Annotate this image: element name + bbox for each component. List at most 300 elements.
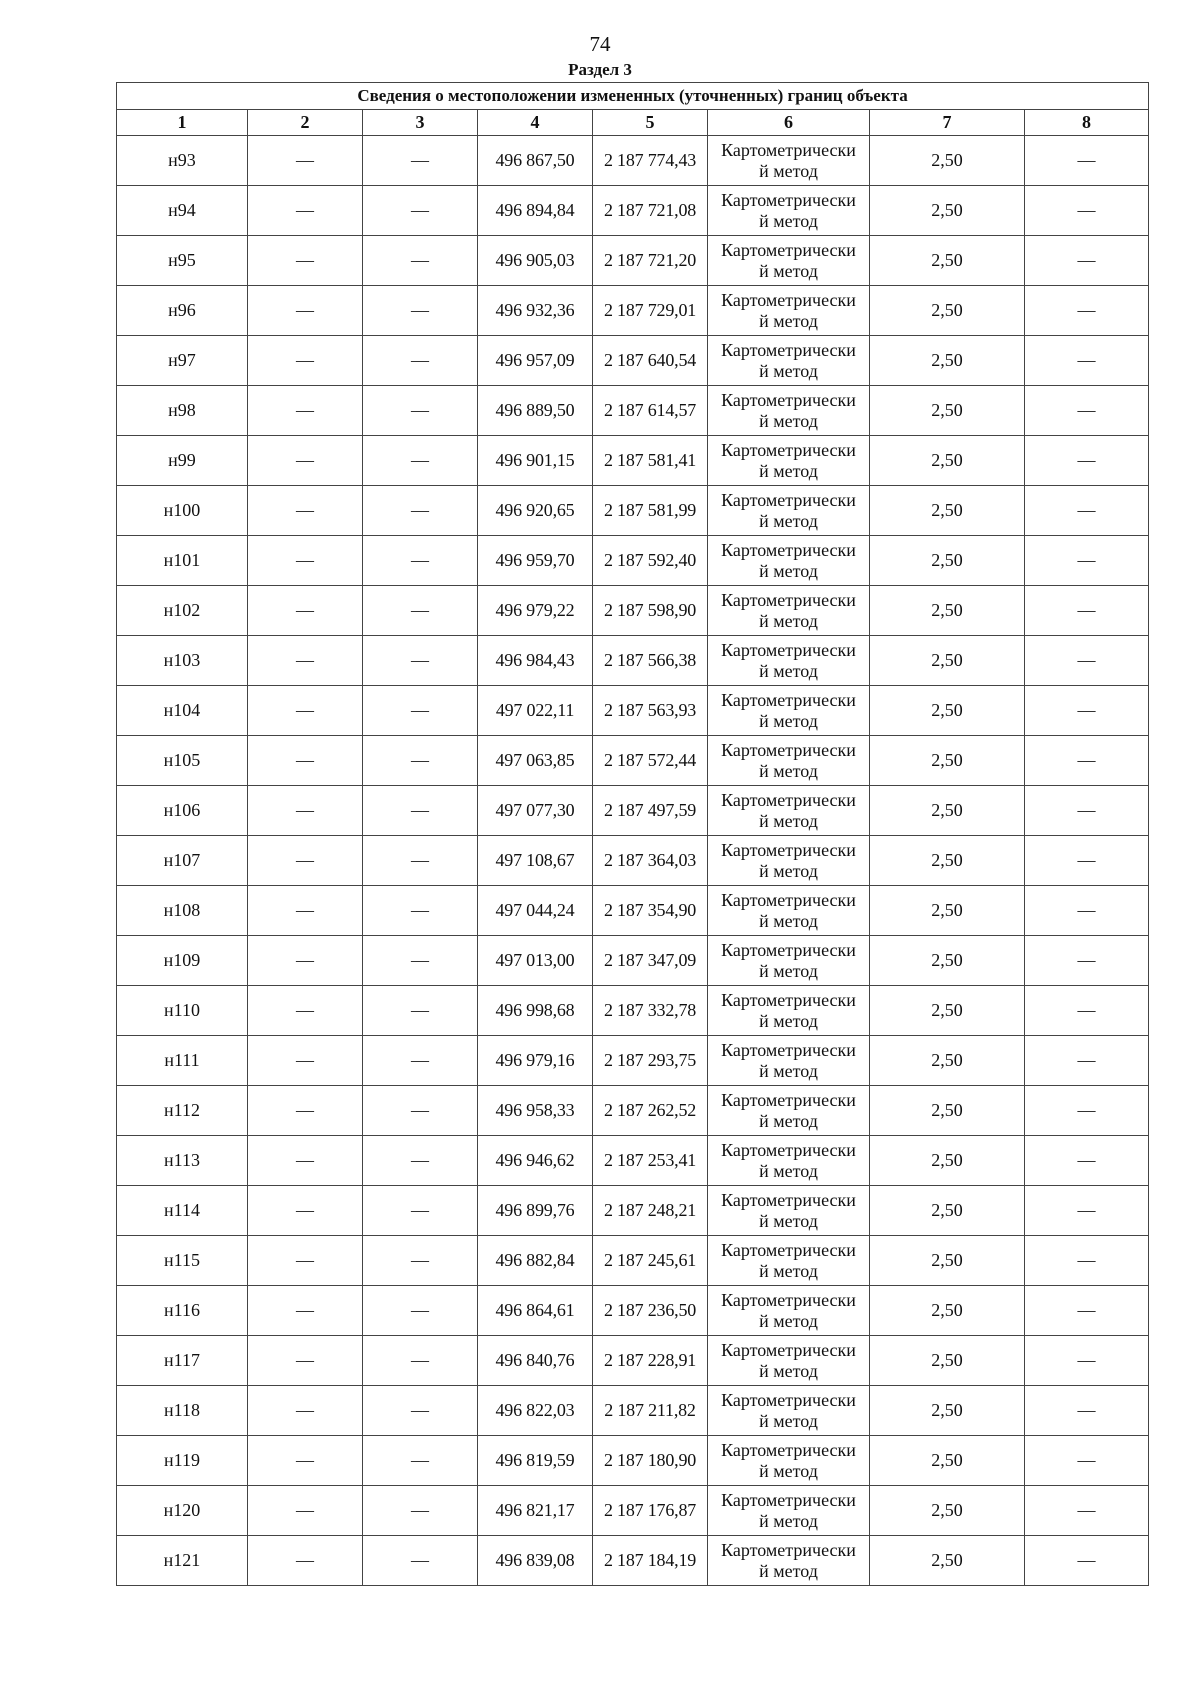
table-row xyxy=(117,1486,1149,1536)
column-header: 8 xyxy=(1025,110,1149,136)
dash-cell: — xyxy=(363,936,478,986)
dash-cell: — xyxy=(1025,736,1149,786)
x-coordinate-cell: 496 957,09 xyxy=(478,336,593,386)
dash-cell: — xyxy=(363,1186,478,1236)
method-line-1: Картометрически xyxy=(721,389,856,410)
method-line-1: Картометрически xyxy=(721,789,856,810)
dash-cell: — xyxy=(363,186,478,236)
dash-cell: — xyxy=(1025,1236,1149,1286)
y-coordinate-cell: 2 187 364,03 xyxy=(593,836,708,886)
x-coordinate-cell: 496 998,68 xyxy=(478,986,593,1036)
method-line-2: й метод xyxy=(759,1410,818,1431)
accuracy-cell: 2,50 xyxy=(870,286,1025,336)
table-row xyxy=(117,986,1149,1036)
dash-cell: — xyxy=(363,836,478,886)
dash-cell: — xyxy=(363,1286,478,1336)
dash-cell: — xyxy=(1025,586,1149,636)
method-cell xyxy=(708,686,870,736)
x-coordinate-cell: 496 864,61 xyxy=(478,1286,593,1336)
y-coordinate-cell: 2 187 581,41 xyxy=(593,436,708,486)
table-row xyxy=(117,1336,1149,1386)
dash-cell: — xyxy=(1025,1486,1149,1536)
method-cell xyxy=(708,1436,870,1486)
dash-cell: — xyxy=(363,286,478,336)
accuracy-cell: 2,50 xyxy=(870,136,1025,186)
method-line-1: Картометрически xyxy=(721,1239,856,1260)
table-row xyxy=(117,936,1149,986)
method-line-2: й метод xyxy=(759,610,818,631)
method-line-1: Картометрически xyxy=(721,539,856,560)
accuracy-cell: 2,50 xyxy=(870,336,1025,386)
dash-cell: — xyxy=(363,1386,478,1436)
table-row xyxy=(117,886,1149,936)
dash-cell: — xyxy=(1025,1186,1149,1236)
dash-cell: — xyxy=(248,636,363,686)
y-coordinate-cell: 2 187 262,52 xyxy=(593,1086,708,1136)
y-coordinate-cell: 2 187 566,38 xyxy=(593,636,708,686)
y-coordinate-cell: 2 187 176,87 xyxy=(593,1486,708,1536)
column-header: 2 xyxy=(248,110,363,136)
method-line-1: Картометрически xyxy=(721,1339,856,1360)
column-header: 7 xyxy=(870,110,1025,136)
method-line-2: й метод xyxy=(759,1060,818,1081)
dash-cell: — xyxy=(248,1486,363,1536)
dash-cell: — xyxy=(363,436,478,486)
method-line-1: Картометрически xyxy=(721,1489,856,1510)
dash-cell: — xyxy=(248,786,363,836)
accuracy-cell: 2,50 xyxy=(870,1486,1025,1536)
dash-cell: — xyxy=(1025,1336,1149,1386)
dash-cell: — xyxy=(363,536,478,586)
point-cell: н114 xyxy=(117,1186,248,1236)
dash-cell: — xyxy=(248,136,363,186)
point-cell: н113 xyxy=(117,1136,248,1186)
method-line-1: Картометрически xyxy=(721,1139,856,1160)
y-coordinate-cell: 2 187 180,90 xyxy=(593,1436,708,1486)
dash-cell: — xyxy=(1025,236,1149,286)
dash-cell: — xyxy=(248,186,363,236)
dash-cell: — xyxy=(248,1336,363,1386)
dash-cell: — xyxy=(248,1436,363,1486)
x-coordinate-cell: 496 946,62 xyxy=(478,1136,593,1186)
method-line-2: й метод xyxy=(759,810,818,831)
accuracy-cell: 2,50 xyxy=(870,1236,1025,1286)
dash-cell: — xyxy=(363,136,478,186)
dash-cell: — xyxy=(1025,136,1149,186)
dash-cell: — xyxy=(248,936,363,986)
method-cell xyxy=(708,386,870,436)
method-cell xyxy=(708,1236,870,1286)
dash-cell: — xyxy=(363,486,478,536)
method-line-1: Картометрически xyxy=(721,939,856,960)
x-coordinate-cell: 496 899,76 xyxy=(478,1186,593,1236)
dash-cell: — xyxy=(363,236,478,286)
y-coordinate-cell: 2 187 563,93 xyxy=(593,686,708,736)
x-coordinate-cell: 497 044,24 xyxy=(478,886,593,936)
dash-cell: — xyxy=(1025,836,1149,886)
dash-cell: — xyxy=(363,1136,478,1186)
dash-cell: — xyxy=(248,1136,363,1186)
page-number: 74 xyxy=(589,32,611,56)
method-line-2: й метод xyxy=(759,260,818,281)
table-row xyxy=(117,1436,1149,1486)
table-row xyxy=(117,686,1149,736)
table-row xyxy=(117,836,1149,886)
method-line-2: й метод xyxy=(759,510,818,531)
method-cell xyxy=(708,436,870,486)
y-coordinate-cell: 2 187 640,54 xyxy=(593,336,708,386)
accuracy-cell: 2,50 xyxy=(870,1086,1025,1136)
x-coordinate-cell: 496 840,76 xyxy=(478,1336,593,1386)
dash-cell: — xyxy=(1025,536,1149,586)
y-coordinate-cell: 2 187 598,90 xyxy=(593,586,708,636)
point-cell: н100 xyxy=(117,486,248,536)
y-coordinate-cell: 2 187 332,78 xyxy=(593,986,708,1036)
y-coordinate-cell: 2 187 614,57 xyxy=(593,386,708,436)
x-coordinate-cell: 496 819,59 xyxy=(478,1436,593,1486)
point-cell: н102 xyxy=(117,586,248,636)
x-coordinate-cell: 496 839,08 xyxy=(478,1536,593,1586)
method-line-2: й метод xyxy=(759,1510,818,1531)
method-line-2: й метод xyxy=(759,1560,818,1581)
y-coordinate-cell: 2 187 721,20 xyxy=(593,236,708,286)
accuracy-cell: 2,50 xyxy=(870,536,1025,586)
dash-cell: — xyxy=(248,536,363,586)
dash-cell: — xyxy=(363,886,478,936)
dash-cell: — xyxy=(363,636,478,686)
accuracy-cell: 2,50 xyxy=(870,1436,1025,1486)
x-coordinate-cell: 496 920,65 xyxy=(478,486,593,536)
method-cell xyxy=(708,1286,870,1336)
x-coordinate-cell: 496 932,36 xyxy=(478,286,593,336)
method-cell xyxy=(708,936,870,986)
method-cell xyxy=(708,1486,870,1536)
dash-cell: — xyxy=(363,586,478,636)
method-cell xyxy=(708,336,870,386)
table-row xyxy=(117,136,1149,186)
x-coordinate-cell: 496 901,15 xyxy=(478,436,593,486)
method-line-1: Картометрически xyxy=(721,239,856,260)
point-cell: н94 xyxy=(117,186,248,236)
dash-cell: — xyxy=(363,786,478,836)
accuracy-cell: 2,50 xyxy=(870,836,1025,886)
table-row xyxy=(117,786,1149,836)
method-cell xyxy=(708,236,870,286)
y-coordinate-cell: 2 187 721,08 xyxy=(593,186,708,236)
method-line-2: й метод xyxy=(759,310,818,331)
dash-cell: — xyxy=(248,336,363,386)
table-row xyxy=(117,386,1149,436)
dash-cell: — xyxy=(1025,786,1149,836)
point-cell: н116 xyxy=(117,1286,248,1336)
dash-cell: — xyxy=(248,986,363,1036)
point-cell: н103 xyxy=(117,636,248,686)
method-line-2: й метод xyxy=(759,760,818,781)
accuracy-cell: 2,50 xyxy=(870,886,1025,936)
method-line-1: Картометрически xyxy=(721,1089,856,1110)
method-cell xyxy=(708,986,870,1036)
dash-cell: — xyxy=(248,286,363,336)
dash-cell: — xyxy=(248,1286,363,1336)
dash-cell: — xyxy=(1025,186,1149,236)
table-caption: Сведения о местоположении измененных (уточненных) границ объекта xyxy=(117,83,1149,110)
dash-cell: — xyxy=(248,386,363,436)
method-cell xyxy=(708,1036,870,1086)
point-cell: н111 xyxy=(117,1036,248,1086)
dash-cell: — xyxy=(363,336,478,386)
dash-cell: — xyxy=(363,686,478,736)
point-cell: н104 xyxy=(117,686,248,736)
method-line-1: Картометрически xyxy=(721,439,856,460)
point-cell: н120 xyxy=(117,1486,248,1536)
accuracy-cell: 2,50 xyxy=(870,1036,1025,1086)
x-coordinate-cell: 497 063,85 xyxy=(478,736,593,786)
x-coordinate-cell: 497 108,67 xyxy=(478,836,593,886)
dash-cell: — xyxy=(1025,1086,1149,1136)
dash-cell: — xyxy=(248,486,363,536)
method-line-1: Картометрически xyxy=(721,139,856,160)
method-line-2: й метод xyxy=(759,710,818,731)
method-line-1: Картометрически xyxy=(721,1289,856,1310)
accuracy-cell: 2,50 xyxy=(870,186,1025,236)
accuracy-cell: 2,50 xyxy=(870,236,1025,286)
dash-cell: — xyxy=(1025,336,1149,386)
dash-cell: — xyxy=(248,836,363,886)
dash-cell: — xyxy=(1025,1136,1149,1186)
point-cell: н97 xyxy=(117,336,248,386)
point-cell: н118 xyxy=(117,1386,248,1436)
dash-cell: — xyxy=(1025,686,1149,736)
method-cell xyxy=(708,736,870,786)
dash-cell: — xyxy=(1025,986,1149,1036)
x-coordinate-cell: 496 959,70 xyxy=(478,536,593,586)
point-cell: н105 xyxy=(117,736,248,786)
method-line-1: Картометрически xyxy=(721,189,856,210)
method-cell xyxy=(708,1336,870,1386)
accuracy-cell: 2,50 xyxy=(870,1286,1025,1336)
point-cell: н101 xyxy=(117,536,248,586)
y-coordinate-cell: 2 187 228,91 xyxy=(593,1336,708,1386)
accuracy-cell: 2,50 xyxy=(870,1336,1025,1386)
point-cell: н107 xyxy=(117,836,248,886)
dash-cell: — xyxy=(1025,486,1149,536)
method-line-2: й метод xyxy=(759,960,818,981)
accuracy-cell: 2,50 xyxy=(870,1536,1025,1586)
method-line-1: Картометрически xyxy=(721,889,856,910)
method-line-2: й метод xyxy=(759,1160,818,1181)
y-coordinate-cell: 2 187 184,19 xyxy=(593,1536,708,1586)
method-line-2: й метод xyxy=(759,1110,818,1131)
table-body xyxy=(117,136,1149,1586)
method-line-1: Картометрически xyxy=(721,1439,856,1460)
dash-cell: — xyxy=(363,1436,478,1486)
table-row xyxy=(117,236,1149,286)
accuracy-cell: 2,50 xyxy=(870,436,1025,486)
column-header: 5 xyxy=(593,110,708,136)
y-coordinate-cell: 2 187 729,01 xyxy=(593,286,708,336)
method-line-2: й метод xyxy=(759,460,818,481)
accuracy-cell: 2,50 xyxy=(870,986,1025,1036)
dash-cell: — xyxy=(248,736,363,786)
method-cell xyxy=(708,1136,870,1186)
method-line-2: й метод xyxy=(759,1010,818,1031)
method-cell xyxy=(708,136,870,186)
y-coordinate-cell: 2 187 581,99 xyxy=(593,486,708,536)
x-coordinate-cell: 496 979,22 xyxy=(478,586,593,636)
x-coordinate-cell: 496 905,03 xyxy=(478,236,593,286)
dash-cell: — xyxy=(363,1486,478,1536)
dash-cell: — xyxy=(248,1386,363,1436)
y-coordinate-cell: 2 187 347,09 xyxy=(593,936,708,986)
section-title: Раздел 3 xyxy=(568,60,632,79)
method-cell xyxy=(708,1086,870,1136)
method-line-1: Картометрически xyxy=(721,339,856,360)
point-cell: н110 xyxy=(117,986,248,1036)
dash-cell: — xyxy=(363,1086,478,1136)
dash-cell: — xyxy=(363,986,478,1036)
dash-cell: — xyxy=(248,1236,363,1286)
method-line-1: Картометрически xyxy=(721,589,856,610)
method-line-2: й метод xyxy=(759,1310,818,1331)
point-cell: н119 xyxy=(117,1436,248,1486)
table-row xyxy=(117,1286,1149,1336)
point-cell: н99 xyxy=(117,436,248,486)
method-line-2: й метод xyxy=(759,560,818,581)
dash-cell: — xyxy=(1025,286,1149,336)
table-row xyxy=(117,736,1149,786)
dash-cell: — xyxy=(1025,886,1149,936)
dash-cell: — xyxy=(1025,1286,1149,1336)
method-line-1: Картометрически xyxy=(721,689,856,710)
point-cell: н96 xyxy=(117,286,248,336)
boundary-coordinates-table xyxy=(116,82,1149,1586)
table-row xyxy=(117,1236,1149,1286)
dash-cell: — xyxy=(1025,1386,1149,1436)
column-header: 6 xyxy=(708,110,870,136)
method-line-1: Картометрически xyxy=(721,1189,856,1210)
column-header: 4 xyxy=(478,110,593,136)
table-row xyxy=(117,486,1149,536)
method-line-2: й метод xyxy=(759,660,818,681)
x-coordinate-cell: 496 958,33 xyxy=(478,1086,593,1136)
method-line-2: й метод xyxy=(759,1460,818,1481)
point-cell: н108 xyxy=(117,886,248,936)
method-line-1: Картометрически xyxy=(721,489,856,510)
method-line-2: й метод xyxy=(759,360,818,381)
y-coordinate-cell: 2 187 592,40 xyxy=(593,536,708,586)
method-cell xyxy=(708,586,870,636)
x-coordinate-cell: 496 984,43 xyxy=(478,636,593,686)
method-cell xyxy=(708,636,870,686)
dash-cell: — xyxy=(363,1536,478,1586)
dash-cell: — xyxy=(363,736,478,786)
column-header: 3 xyxy=(363,110,478,136)
table-row xyxy=(117,336,1149,386)
accuracy-cell: 2,50 xyxy=(870,1386,1025,1436)
accuracy-cell: 2,50 xyxy=(870,486,1025,536)
x-coordinate-cell: 496 821,17 xyxy=(478,1486,593,1536)
accuracy-cell: 2,50 xyxy=(870,386,1025,436)
x-coordinate-cell: 496 894,84 xyxy=(478,186,593,236)
point-cell: н112 xyxy=(117,1086,248,1136)
x-coordinate-cell: 496 867,50 xyxy=(478,136,593,186)
dash-cell: — xyxy=(363,1236,478,1286)
y-coordinate-cell: 2 187 572,44 xyxy=(593,736,708,786)
dash-cell: — xyxy=(248,1086,363,1136)
dash-cell: — xyxy=(248,236,363,286)
method-cell xyxy=(708,1536,870,1586)
y-coordinate-cell: 2 187 245,61 xyxy=(593,1236,708,1286)
point-cell: н106 xyxy=(117,786,248,836)
method-cell xyxy=(708,1386,870,1436)
method-line-2: й метод xyxy=(759,1210,818,1231)
accuracy-cell: 2,50 xyxy=(870,936,1025,986)
method-cell xyxy=(708,886,870,936)
method-cell xyxy=(708,186,870,236)
x-coordinate-cell: 497 013,00 xyxy=(478,936,593,986)
y-coordinate-cell: 2 187 774,43 xyxy=(593,136,708,186)
dash-cell: — xyxy=(248,686,363,736)
method-line-2: й метод xyxy=(759,910,818,931)
method-cell xyxy=(708,286,870,336)
dash-cell: — xyxy=(248,436,363,486)
accuracy-cell: 2,50 xyxy=(870,586,1025,636)
accuracy-cell: 2,50 xyxy=(870,686,1025,736)
x-coordinate-cell: 497 022,11 xyxy=(478,686,593,736)
dash-cell: — xyxy=(1025,1036,1149,1086)
method-cell xyxy=(708,1186,870,1236)
method-line-1: Картометрически xyxy=(721,839,856,860)
table-row xyxy=(117,436,1149,486)
table-row xyxy=(117,1086,1149,1136)
accuracy-cell: 2,50 xyxy=(870,636,1025,686)
method-cell xyxy=(708,836,870,886)
table-row xyxy=(117,186,1149,236)
accuracy-cell: 2,50 xyxy=(870,736,1025,786)
method-cell xyxy=(708,486,870,536)
table-row xyxy=(117,286,1149,336)
point-cell: н117 xyxy=(117,1336,248,1386)
method-cell xyxy=(708,536,870,586)
dash-cell: — xyxy=(1025,436,1149,486)
dash-cell: — xyxy=(1025,636,1149,686)
table-row xyxy=(117,1386,1149,1436)
dash-cell: — xyxy=(363,1336,478,1386)
point-cell: н95 xyxy=(117,236,248,286)
dash-cell: — xyxy=(248,1186,363,1236)
dash-cell: — xyxy=(1025,1536,1149,1586)
accuracy-cell: 2,50 xyxy=(870,1186,1025,1236)
dash-cell: — xyxy=(1025,1436,1149,1486)
y-coordinate-cell: 2 187 293,75 xyxy=(593,1036,708,1086)
accuracy-cell: 2,50 xyxy=(870,1136,1025,1186)
point-cell: н115 xyxy=(117,1236,248,1286)
point-cell: н109 xyxy=(117,936,248,986)
dash-cell: — xyxy=(363,1036,478,1086)
x-coordinate-cell: 496 822,03 xyxy=(478,1386,593,1436)
dash-cell: — xyxy=(248,886,363,936)
y-coordinate-cell: 2 187 236,50 xyxy=(593,1286,708,1336)
point-cell: н98 xyxy=(117,386,248,436)
accuracy-cell: 2,50 xyxy=(870,786,1025,836)
column-header-row xyxy=(117,110,1149,136)
table-row xyxy=(117,1186,1149,1236)
method-line-1: Картометрически xyxy=(721,739,856,760)
table-row xyxy=(117,1536,1149,1586)
table-row xyxy=(117,1036,1149,1086)
y-coordinate-cell: 2 187 248,21 xyxy=(593,1186,708,1236)
x-coordinate-cell: 497 077,30 xyxy=(478,786,593,836)
